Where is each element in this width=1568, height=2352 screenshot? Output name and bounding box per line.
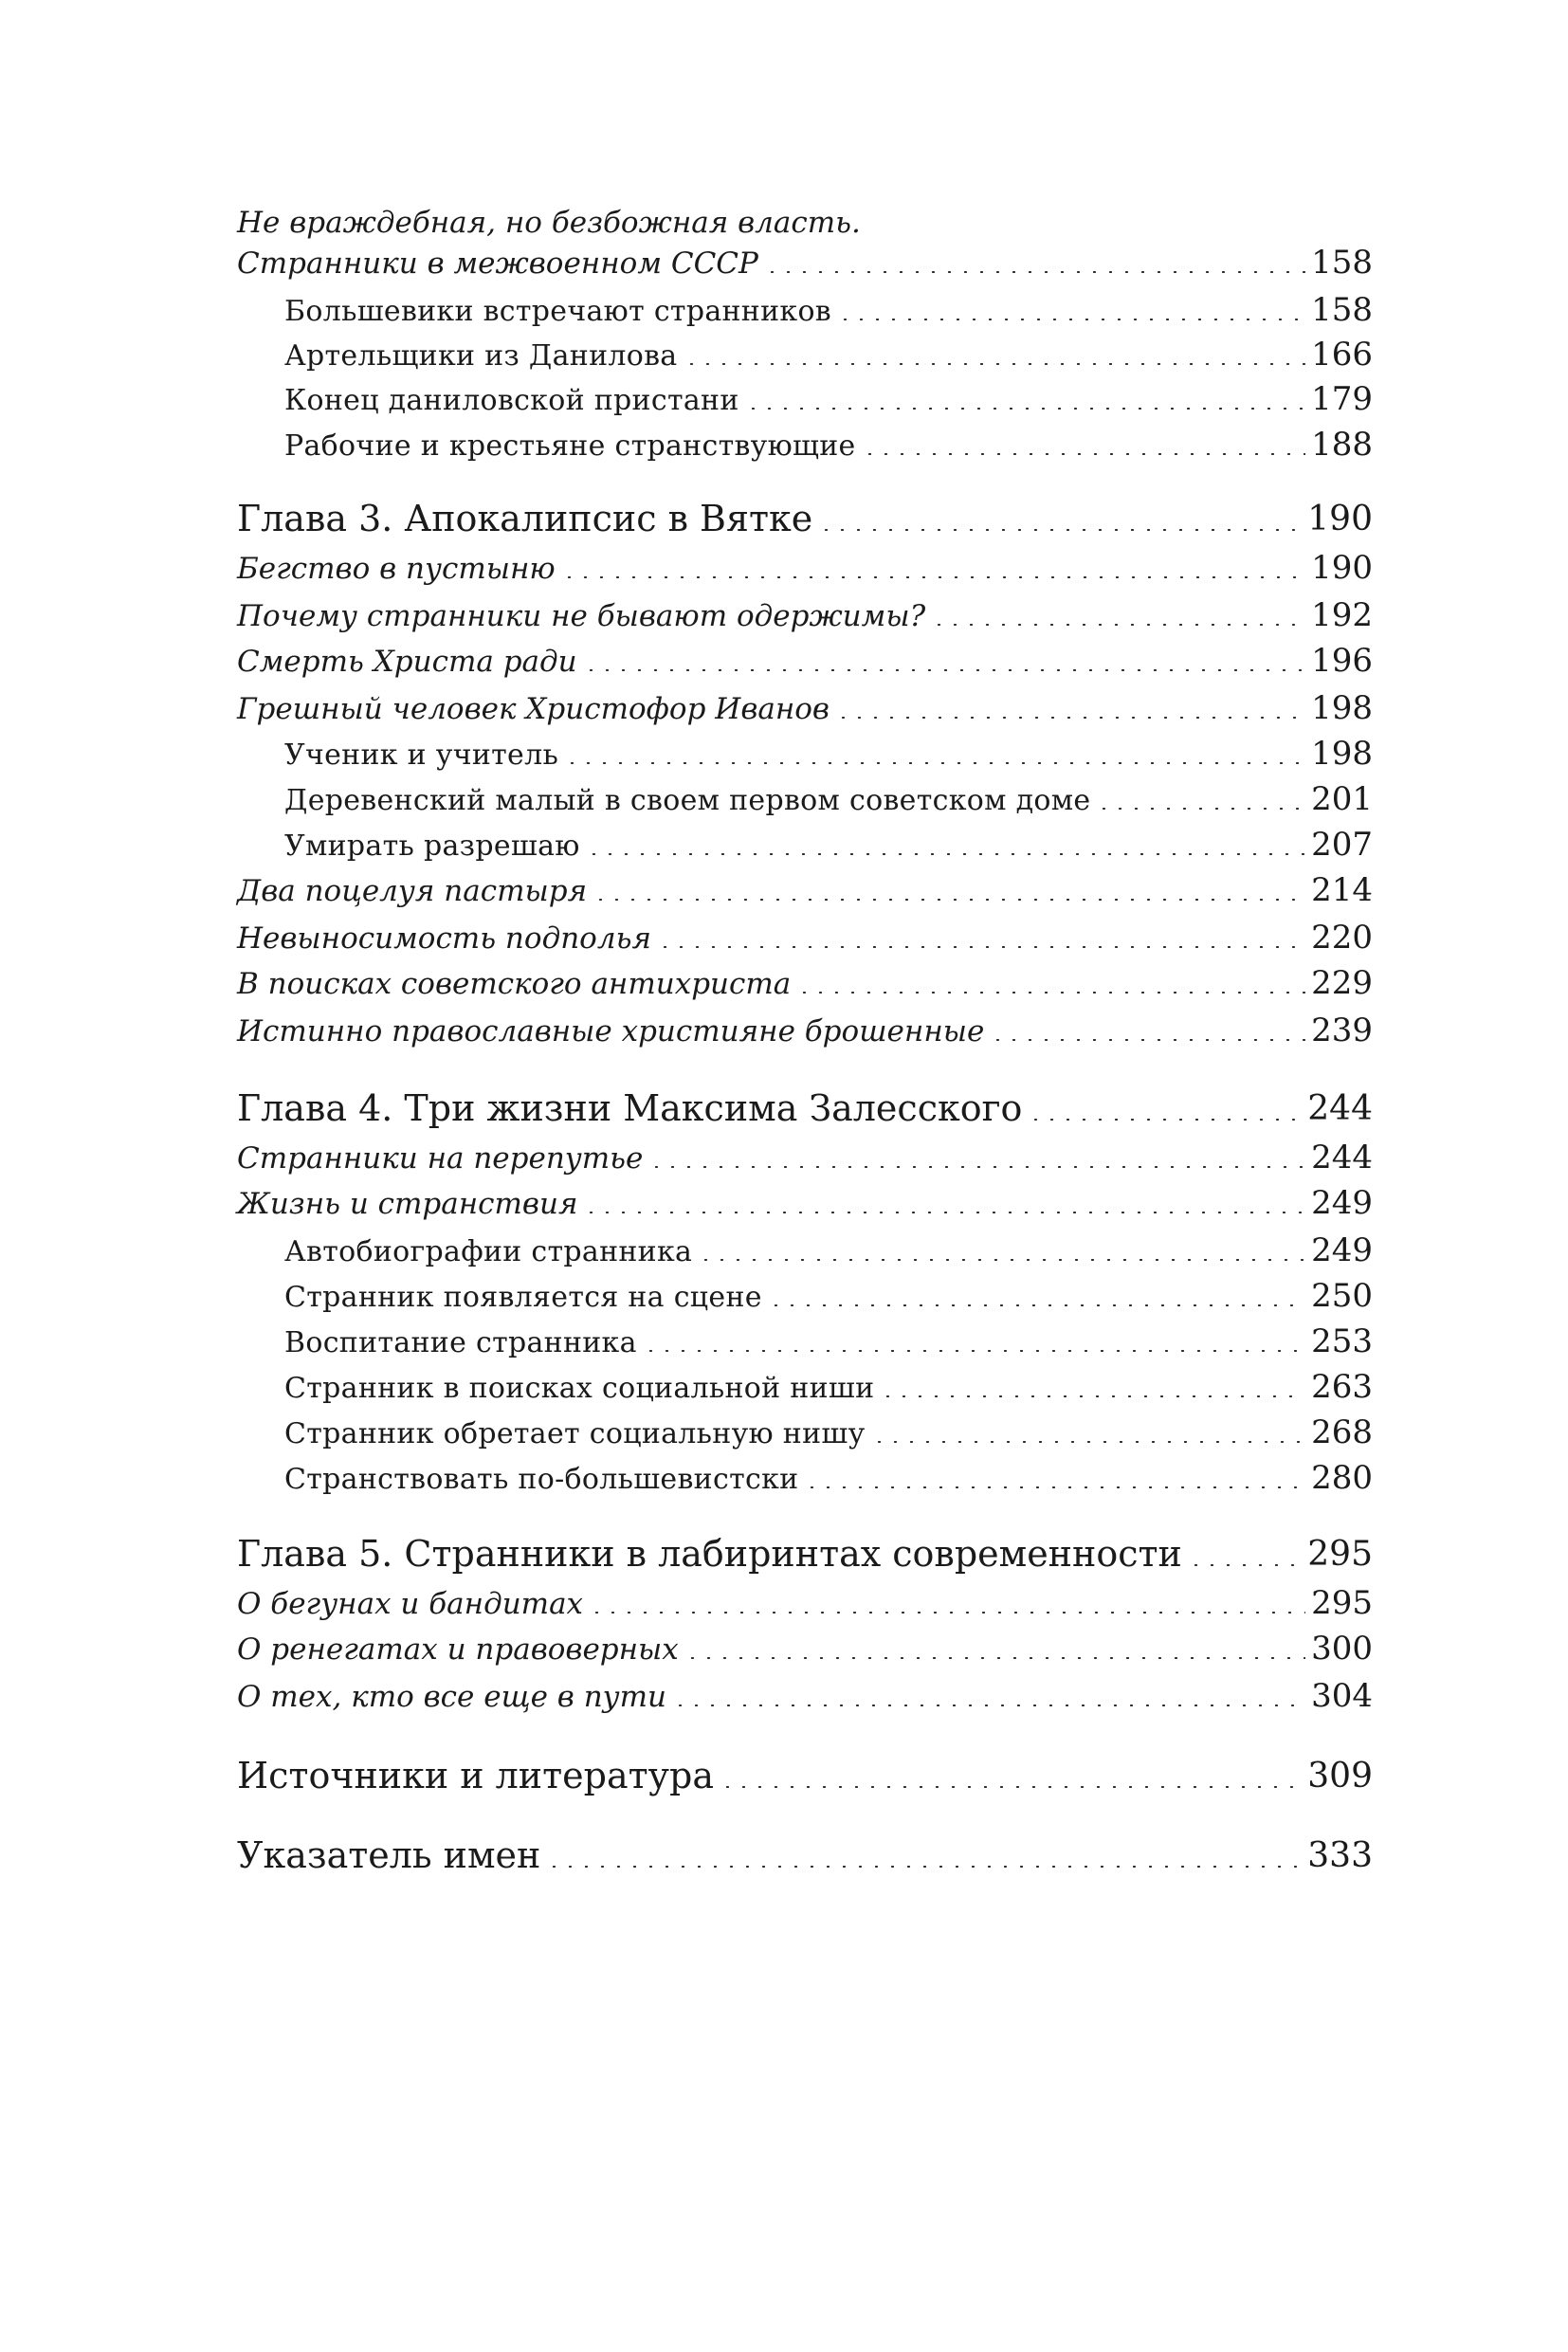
toc-entry-title: Умирать разрешаю	[284, 830, 580, 863]
dot-leader	[720, 1786, 1302, 1788]
toc-chapter-title: Глава 5. Странники в лабиринтах современности	[237, 1533, 1182, 1575]
toc-entry-title: О тех, кто все еще в пути	[237, 1680, 667, 1714]
dot-leader	[593, 899, 1305, 901]
toc-entry[interactable]	[237, 777, 1373, 819]
dot-leader	[657, 946, 1305, 948]
dot-leader	[698, 1259, 1305, 1261]
dot-leader	[1028, 1119, 1302, 1121]
toc-entry-title: Невыносимость подполья	[237, 921, 651, 956]
toc-entry-page: 220	[1311, 919, 1373, 957]
dot-leader	[586, 853, 1305, 855]
toc-entry[interactable]	[237, 732, 1373, 774]
toc-chapter-title: Источники и литература	[237, 1755, 714, 1796]
toc-entry-page: 207	[1311, 826, 1373, 864]
toc-entry-title: Большевики встречают странников	[284, 295, 831, 328]
dot-leader	[583, 1212, 1305, 1213]
toc-entry[interactable]	[237, 241, 1373, 283]
toc-entry-title: Истинно православные християне брошенные	[237, 1014, 985, 1048]
toc-chapter-page: 333	[1307, 1836, 1373, 1875]
toc-entry-title: В поисках советского антихриста	[237, 967, 792, 1001]
dot-leader	[648, 1166, 1305, 1168]
toc-entry[interactable]	[237, 1229, 1373, 1270]
dot-leader	[804, 1486, 1305, 1488]
toc-entry[interactable]	[237, 686, 1373, 728]
toc-entry-title: Конец даниловской пристани	[284, 384, 739, 417]
toc-entry[interactable]	[237, 1320, 1373, 1361]
toc-entry[interactable]	[237, 546, 1373, 588]
toc-entry-title: Воспитание странника	[284, 1326, 637, 1359]
dot-leader	[561, 576, 1305, 578]
dot-leader	[862, 453, 1306, 455]
dot-leader	[583, 669, 1305, 671]
toc-entry[interactable]	[237, 1674, 1373, 1716]
dot-leader	[684, 363, 1306, 365]
toc-entry-page: 198	[1311, 689, 1373, 727]
toc-entry[interactable]	[237, 823, 1373, 865]
dot-leader	[990, 1039, 1305, 1041]
toc-entry-page: 158	[1311, 244, 1373, 282]
toc-entry-title: Странствовать по-большевистски	[284, 1463, 799, 1496]
toc-section-title-line: Не враждебная, но безбожная власть.	[237, 206, 861, 240]
toc-entry-page: 295	[1311, 1584, 1373, 1622]
toc-entry-title: Грешный человек Христофор Иванов	[237, 692, 830, 726]
dot-leader	[643, 1350, 1305, 1352]
toc-entry-page: 268	[1311, 1413, 1373, 1451]
dot-leader	[871, 1441, 1306, 1443]
toc-entry[interactable]	[237, 1627, 1373, 1668]
toc-entry[interactable]	[237, 916, 1373, 957]
toc-chapter-title: Глава 4. Три жизни Максима Залесского	[237, 1087, 1023, 1129]
toc-chapter-page: 309	[1307, 1757, 1373, 1796]
toc-chapter-page: 190	[1307, 500, 1373, 538]
toc-entry[interactable]	[237, 639, 1373, 681]
toc-entry-page: 253	[1311, 1322, 1373, 1360]
toc-entry[interactable]	[237, 1009, 1373, 1050]
dot-leader	[818, 529, 1302, 531]
toc-entry-page: 192	[1311, 596, 1373, 634]
toc-chapter[interactable]	[237, 1534, 1373, 1576]
toc-entry-page: 196	[1311, 642, 1373, 680]
dot-leader	[1188, 1564, 1302, 1566]
toc-chapter-page: 295	[1307, 1535, 1373, 1574]
toc-entry-title: Смерть Христа ради	[237, 645, 577, 679]
toc-entry-page: 250	[1311, 1277, 1373, 1315]
toc-entry-page: 190	[1311, 549, 1373, 587]
dot-leader	[672, 1705, 1305, 1706]
toc-chapter-page: 244	[1307, 1089, 1373, 1128]
toc-entry-page: 249	[1311, 1231, 1373, 1269]
dot-leader	[796, 992, 1305, 994]
toc-entry-page: 229	[1311, 964, 1373, 1002]
toc-entry[interactable]	[237, 1181, 1373, 1223]
toc-entry-page: 280	[1311, 1459, 1373, 1497]
toc-entry[interactable]	[237, 1411, 1373, 1452]
toc-entry-title: Почему странники не бывают одержимы?	[237, 599, 926, 633]
toc-entry-page: 188	[1311, 426, 1373, 464]
dot-leader	[745, 408, 1305, 410]
dot-leader	[684, 1657, 1305, 1659]
toc-entry-page: 201	[1311, 780, 1373, 818]
dot-leader	[564, 762, 1305, 764]
toc-entry[interactable]	[237, 423, 1373, 465]
toc-entry[interactable]	[237, 288, 1373, 330]
toc-entry-title: Артельщики из Данилова	[284, 339, 678, 373]
toc-entry-page: 214	[1311, 871, 1373, 909]
toc-chapter-title: Глава 3. Апокалипсис в Вятке	[237, 498, 813, 539]
toc-entry-page: 300	[1311, 1630, 1373, 1668]
toc-entry-page: 249	[1311, 1184, 1373, 1222]
dot-leader	[546, 1866, 1302, 1868]
toc-entry-title: Странник обретает социальную нишу	[284, 1417, 866, 1450]
toc-entry-title: Рабочие и крестьяне странствующие	[284, 429, 856, 463]
toc-chapter[interactable]	[237, 1088, 1373, 1130]
toc-entry[interactable]	[237, 1365, 1373, 1407]
toc-entry-page: 239	[1311, 1012, 1373, 1049]
toc-chapter[interactable]	[237, 499, 1373, 540]
toc-entry-page: 304	[1311, 1677, 1373, 1715]
toc-entry-page: 158	[1311, 291, 1373, 329]
toc-entry-page: 166	[1311, 336, 1373, 374]
dot-leader	[835, 717, 1305, 719]
dot-leader	[1096, 808, 1305, 810]
toc-entry-title: Странники на перепутье	[237, 1141, 644, 1176]
toc-entry[interactable]	[237, 377, 1373, 419]
toc-entry-title: Ученик и учитель	[284, 738, 559, 772]
toc-chapter[interactable]	[237, 1835, 1373, 1877]
dot-leader	[837, 319, 1305, 320]
toc-entry-title: О бегунах и бандитах	[237, 1587, 584, 1621]
dot-leader	[880, 1395, 1305, 1397]
toc-entry-title: Странник появляется на сцене	[284, 1281, 762, 1314]
toc-entry[interactable]	[237, 1136, 1373, 1177]
toc-entry-page: 244	[1311, 1139, 1373, 1176]
toc-entry-title: Жизнь и странствия	[237, 1187, 578, 1221]
toc-entry-title: О ренегатах и правоверных	[237, 1632, 679, 1667]
dot-leader	[931, 624, 1305, 626]
dot-leader	[764, 271, 1305, 273]
toc-entry-title: Странники в межвоенном СССР	[237, 246, 758, 281]
dot-leader	[589, 1612, 1305, 1614]
toc-entry-title: Странник в поисках социальной ниши	[284, 1372, 875, 1405]
toc-entry[interactable]	[237, 1274, 1373, 1316]
toc-entry[interactable]	[237, 961, 1373, 1003]
toc-entry-title: Деревенский малый в своем первом советском доме	[284, 784, 1091, 817]
toc-entry-title: Два поцелуя пастыря	[237, 874, 588, 908]
toc-entry[interactable]	[237, 1581, 1373, 1623]
toc-entry[interactable]	[237, 593, 1373, 635]
dot-leader	[768, 1304, 1305, 1306]
toc-entry-title: Автобиографии странника	[284, 1235, 693, 1268]
toc-entry[interactable]	[237, 333, 1373, 374]
toc-chapter[interactable]	[237, 1756, 1373, 1797]
toc-entry-page: 263	[1311, 1368, 1373, 1406]
toc-entry[interactable]	[237, 868, 1373, 910]
toc-chapter-title: Указатель имен	[237, 1834, 541, 1876]
toc-entry-page: 198	[1311, 735, 1373, 773]
toc-entry-title: Бегство в пустыню	[237, 552, 556, 586]
toc-entry-page: 179	[1311, 380, 1373, 418]
toc-entry[interactable]	[237, 1456, 1373, 1498]
